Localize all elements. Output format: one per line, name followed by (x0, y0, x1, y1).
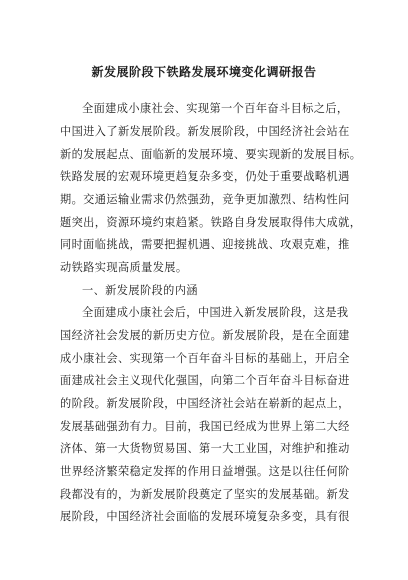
paragraph-line: 铁路发展的宏观环境更趋复杂多变，仍处于重要战略机遇 (60, 170, 350, 183)
paragraph-line: 世界经济繁荣稳定发挥的作用日益增强。这是以往任何阶 (60, 465, 350, 478)
paragraph-line: 期。交通运输业需求仍然强劲，竞争更加激烈、结构性问 (60, 193, 350, 206)
paragraph-line: 全面建成小康社会后，中国进入新发展阶段，这是我 (82, 306, 349, 319)
paragraph-line: 中国进入了新发展阶段。新发展阶段，中国经济社会站在 (60, 125, 350, 138)
paragraph-line: 展阶段，中国经济社会面临的发展环境复杂多变，具有很 (60, 510, 350, 523)
paragraph-line: 同时面临挑战，需要把握机遇、迎接挑战、攻艰克难，推 (60, 238, 350, 251)
paragraph-line: 新的发展起点、面临新的发展环境、要实现新的发展目标。 (60, 148, 362, 161)
section-heading: 一、新发展阶段的内涵 (82, 284, 198, 297)
paragraph-line: 段都没有的，为新发展阶段奠定了坚实的发展基础。新发 (60, 488, 350, 501)
document-title: 新发展阶段下铁路发展环境变化调研报告 (91, 65, 317, 79)
paragraph-line: 的阶段。新发展阶段，中国经济社会站在崭新的起点上， (60, 397, 350, 410)
paragraph-line: 全面建成小康社会、实现第一个百年奋斗目标之后， (82, 102, 349, 115)
paragraph-line: 成小康社会、实现第一个百年奋斗目标的基础上，开启全 (60, 352, 350, 365)
paragraph-line: 题突出，资源环境约束趋紧。铁路自身发展取得伟大成就， (60, 216, 362, 229)
paragraph-line: 发展基础强劲有力。目前，我国已经成为世界上第二大经 (60, 420, 350, 433)
paragraph-line: 济体、第一大货物贸易国、第一大工业国，对维护和推动 (60, 442, 350, 455)
paragraph-line: 国经济社会发展的新历史方位。新发展阶段，是在全面建 (60, 329, 350, 342)
paragraph-line: 面建成社会主义现代化强国，向第二个百年奋斗目标奋进 (60, 374, 350, 387)
paragraph-line: 动铁路实现高质量发展。 (60, 261, 188, 274)
